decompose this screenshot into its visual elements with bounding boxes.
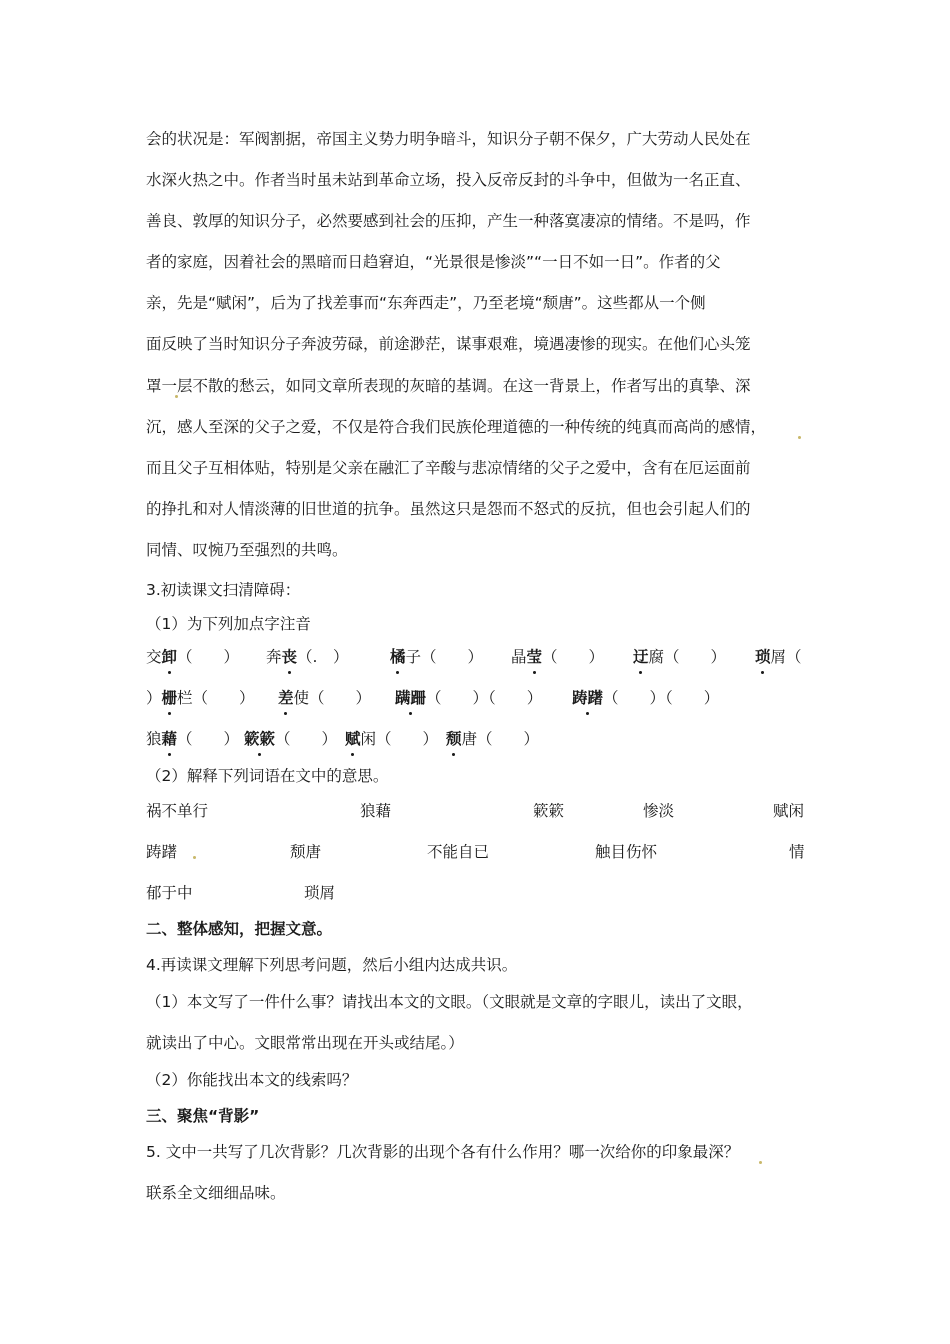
- paragraph-line: 水深火热之中。作者当时虽未站到革命立场，投入反帝反封的斗争中，但做为一名正直、: [146, 171, 751, 189]
- paragraph-line: 而且父子互相体贴，特别是父亲在融汇了辛酸与悲凉情绪的父子之爱中，含有在厄运面前: [146, 459, 751, 477]
- question-4-2: （2）你能找出本文的线索吗？: [146, 1071, 358, 1089]
- pinyin-item: 蹒跚（ ）（ ）: [395, 686, 542, 708]
- question-4-1-line-2: 就读出了中心。文眼常常出现在开头或结尾。）: [146, 1034, 464, 1052]
- pinyin-item: 交卸（ ）: [146, 645, 239, 667]
- pinyin-item: 狼藉（ ）: [146, 727, 239, 749]
- term: 狼藉: [360, 802, 392, 820]
- question-3-sub1: （1）为下列加点字注音: [146, 615, 311, 633]
- section-2-heading: 二、整体感知，把握文意。: [146, 920, 333, 938]
- stray-mark: [798, 436, 801, 439]
- term: 颓唐: [290, 843, 322, 861]
- paragraph-line: 沉，感人至深的父子之爱，不仅是符合我们民族伦理道德的一种传统的纯真而高尚的感情，: [146, 418, 767, 436]
- section-3-heading: 三、聚焦“背影”: [146, 1107, 260, 1125]
- term: 琐屑: [304, 884, 336, 902]
- stray-mark: [175, 395, 178, 398]
- pinyin-item: 琐屑（: [755, 645, 802, 667]
- term: 踌躇: [146, 843, 178, 861]
- paragraph-line: 善良、敦厚的知识分子，必然要感到社会的压抑，产生一种落寞凄凉的情绪。不是吗，作: [146, 212, 751, 230]
- paragraph-line: 面反映了当时知识分子奔波劳碌，前途渺茫，谋事艰难，境遇凄惨的现实。在他们心头笼: [146, 335, 751, 353]
- paragraph-line: 同情、叹惋乃至强烈的共鸣。: [146, 541, 348, 559]
- paragraph-line: 的挣扎和对人情淡薄的旧世道的抗争。虽然这只是怨而不怒式的反抗，但也会引起人们的: [146, 500, 751, 518]
- question-3-sub2: （2）解释下列词语在文中的意思。: [146, 767, 389, 785]
- paragraph-line: 者的家庭，因着社会的黑暗而日趋窘迫，“光景很是惨淡”“一日不如一日”。作者的父: [146, 253, 721, 271]
- term: 祸不单行: [146, 802, 209, 820]
- question-4-1-line-1: （1）本文写了一件什么事？请找出本文的文眼。（文眼就是文章的字眼儿，读出了文眼，: [146, 993, 753, 1011]
- stray-mark: [193, 856, 196, 859]
- term: 情: [789, 843, 805, 861]
- pinyin-item: ）栅栏（ ）: [146, 686, 255, 708]
- paragraph-line: 会的状况是：军阀割据，帝国主义势力明争暗斗，知识分子朝不保夕，广大劳动人民处在: [146, 130, 751, 148]
- question-4: 4.再读课文理解下列思考问题，然后小组内达成共识。: [146, 956, 518, 974]
- term: 触目伤怀: [595, 843, 658, 861]
- paragraph-line: 亲，先是“赋闲”，后为了找差事而“东奔西走”，乃至老境“颓唐”。这些都从一个侧: [146, 294, 706, 312]
- term: 不能自已: [427, 843, 490, 861]
- pinyin-item: 颓唐（ ）: [446, 727, 539, 749]
- pinyin-item: 赋闲（ ）: [345, 727, 438, 749]
- question-5-line-2: 联系全文细细品味。: [146, 1184, 286, 1202]
- pinyin-item: 迂腐（ ）: [633, 645, 726, 667]
- term: 赋闲: [773, 802, 805, 820]
- question-3-title: 3.初读课文扫清障碍：: [146, 581, 301, 599]
- paragraph-line: 罩一层不散的愁云，如同文章所表现的灰暗的基调。在这一背景上，作者写出的真挚、深: [146, 377, 751, 395]
- pinyin-item: 簌簌（ ）: [244, 727, 337, 749]
- pinyin-item: 奔丧（. ）: [266, 645, 348, 667]
- question-5-line-1: 5. 文中一共写了几次背影？几次背影的出现个各有什么作用？哪一次给你的印象最深？: [146, 1143, 740, 1161]
- pinyin-item: 差使（ ）: [278, 686, 371, 708]
- pinyin-item: 晶莹（ ）: [511, 645, 604, 667]
- term: 郁于中: [146, 884, 193, 902]
- term: 簌簌: [533, 802, 565, 820]
- pinyin-item: 踌躇（ ）（ ）: [572, 686, 719, 708]
- stray-mark: [759, 1161, 762, 1164]
- term: 惨淡: [643, 802, 675, 820]
- pinyin-item: 橘子（ ）: [390, 645, 483, 667]
